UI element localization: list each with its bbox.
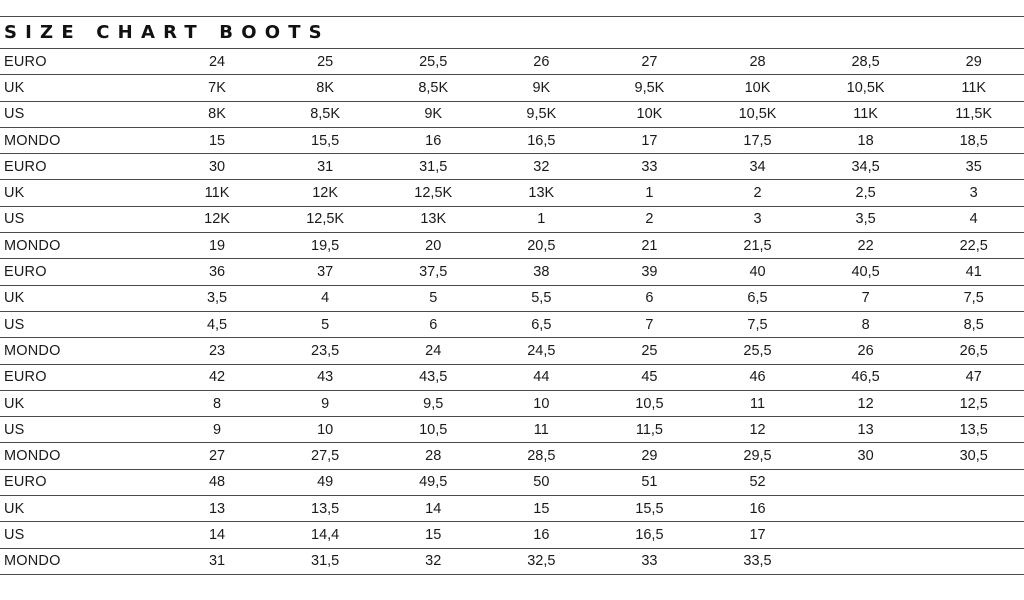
size-value-cell: 4,5 — [163, 311, 271, 337]
size-value-cell: 30,5 — [920, 443, 1024, 469]
size-value-cell: 17 — [703, 522, 811, 548]
size-value-cell: 15 — [379, 522, 487, 548]
size-value-cell: 7,5 — [703, 311, 811, 337]
size-value-cell: 31 — [271, 154, 379, 180]
size-value-cell: 12 — [703, 417, 811, 443]
size-value-cell — [812, 469, 920, 495]
size-value-cell: 49 — [271, 469, 379, 495]
size-value-cell: 12,5 — [920, 390, 1024, 416]
size-value-cell: 15 — [163, 127, 271, 153]
size-value-cell: 9K — [487, 75, 595, 101]
size-value-cell: 16 — [703, 496, 811, 522]
size-value-cell: 16,5 — [487, 127, 595, 153]
size-value-cell: 15,5 — [595, 496, 703, 522]
size-value-cell: 1 — [487, 206, 595, 232]
size-value-cell: 7 — [595, 311, 703, 337]
table-row — [0, 259, 1024, 285]
size-value-cell: 10,5K — [812, 75, 920, 101]
size-value-cell: 9K — [379, 101, 487, 127]
size-value-cell: 12K — [271, 180, 379, 206]
size-system-label: UK — [0, 75, 163, 101]
size-value-cell: 21,5 — [703, 233, 811, 259]
size-value-cell: 41 — [920, 259, 1024, 285]
size-value-cell: 14 — [163, 522, 271, 548]
size-value-cell: 14,4 — [271, 522, 379, 548]
size-value-cell: 46,5 — [812, 364, 920, 390]
size-value-cell: 8K — [271, 75, 379, 101]
size-value-cell — [812, 522, 920, 548]
size-value-cell: 26 — [487, 49, 595, 75]
size-value-cell: 14 — [379, 496, 487, 522]
size-value-cell: 37,5 — [379, 259, 487, 285]
size-value-cell — [812, 496, 920, 522]
table-row — [0, 101, 1024, 127]
size-value-cell: 13K — [379, 206, 487, 232]
size-value-cell: 35 — [920, 154, 1024, 180]
size-value-cell: 11,5K — [920, 101, 1024, 127]
size-value-cell: 10 — [487, 390, 595, 416]
size-system-label: EURO — [0, 154, 163, 180]
size-value-cell: 30 — [163, 154, 271, 180]
size-system-label: MONDO — [0, 548, 163, 574]
size-value-cell: 42 — [163, 364, 271, 390]
size-value-cell — [920, 548, 1024, 574]
size-system-label: US — [0, 522, 163, 548]
size-value-cell — [920, 522, 1024, 548]
size-system-label: EURO — [0, 469, 163, 495]
size-value-cell: 26,5 — [920, 338, 1024, 364]
size-value-cell: 45 — [595, 364, 703, 390]
size-value-cell: 2 — [595, 206, 703, 232]
size-value-cell: 19,5 — [271, 233, 379, 259]
size-value-cell: 39 — [595, 259, 703, 285]
size-system-label: UK — [0, 390, 163, 416]
size-value-cell: 9,5K — [487, 101, 595, 127]
size-value-cell: 24,5 — [487, 338, 595, 364]
table-row — [0, 49, 1024, 75]
table-row — [0, 522, 1024, 548]
table-row — [0, 154, 1024, 180]
size-system-label: UK — [0, 180, 163, 206]
size-value-cell: 12 — [812, 390, 920, 416]
size-value-cell: 34 — [703, 154, 811, 180]
size-value-cell: 6,5 — [487, 311, 595, 337]
size-value-cell: 3 — [703, 206, 811, 232]
table-row — [0, 469, 1024, 495]
size-value-cell: 9 — [271, 390, 379, 416]
size-system-label: US — [0, 417, 163, 443]
size-value-cell: 15,5 — [271, 127, 379, 153]
size-system-label: MONDO — [0, 338, 163, 364]
size-value-cell: 7K — [163, 75, 271, 101]
size-value-cell: 5 — [271, 311, 379, 337]
size-value-cell: 27,5 — [271, 443, 379, 469]
size-value-cell: 17,5 — [703, 127, 811, 153]
size-value-cell: 16,5 — [595, 522, 703, 548]
size-value-cell: 28,5 — [812, 49, 920, 75]
size-value-cell: 12K — [163, 206, 271, 232]
table-row — [0, 338, 1024, 364]
table-row — [0, 443, 1024, 469]
size-value-cell: 16 — [487, 522, 595, 548]
size-value-cell: 10,5 — [595, 390, 703, 416]
size-value-cell: 40 — [703, 259, 811, 285]
size-value-cell: 11,5 — [595, 417, 703, 443]
table-row — [0, 206, 1024, 232]
size-value-cell: 12,5K — [271, 206, 379, 232]
size-value-cell: 10,5K — [703, 101, 811, 127]
size-system-label: UK — [0, 496, 163, 522]
table-row — [0, 548, 1024, 574]
size-value-cell: 6,5 — [703, 285, 811, 311]
size-value-cell: 18,5 — [920, 127, 1024, 153]
size-value-cell: 13 — [163, 496, 271, 522]
size-value-cell: 44 — [487, 364, 595, 390]
table-row — [0, 496, 1024, 522]
size-value-cell: 7 — [812, 285, 920, 311]
size-value-cell: 6 — [595, 285, 703, 311]
size-value-cell: 50 — [487, 469, 595, 495]
table-row — [0, 364, 1024, 390]
size-value-cell: 29 — [920, 49, 1024, 75]
table-row — [0, 285, 1024, 311]
size-system-label: EURO — [0, 259, 163, 285]
size-system-label: MONDO — [0, 233, 163, 259]
size-value-cell: 8 — [812, 311, 920, 337]
size-value-cell: 8,5K — [379, 75, 487, 101]
size-value-cell: 8,5K — [271, 101, 379, 127]
size-value-cell: 36 — [163, 259, 271, 285]
size-system-label: MONDO — [0, 443, 163, 469]
size-value-cell: 27 — [595, 49, 703, 75]
size-value-cell: 6 — [379, 311, 487, 337]
size-value-cell: 28 — [703, 49, 811, 75]
size-value-cell: 12,5K — [379, 180, 487, 206]
size-value-cell: 10K — [703, 75, 811, 101]
size-value-cell: 3,5 — [812, 206, 920, 232]
size-value-cell: 33 — [595, 154, 703, 180]
size-value-cell: 11K — [920, 75, 1024, 101]
size-value-cell — [920, 496, 1024, 522]
size-value-cell: 31,5 — [271, 548, 379, 574]
size-value-cell: 13 — [812, 417, 920, 443]
size-value-cell: 25 — [595, 338, 703, 364]
size-value-cell: 9,5K — [595, 75, 703, 101]
size-value-cell: 3 — [920, 180, 1024, 206]
table-row — [0, 180, 1024, 206]
size-value-cell: 8K — [163, 101, 271, 127]
size-value-cell — [920, 469, 1024, 495]
size-value-cell: 20 — [379, 233, 487, 259]
size-value-cell: 22 — [812, 233, 920, 259]
size-system-label: US — [0, 206, 163, 232]
size-value-cell: 13K — [487, 180, 595, 206]
size-value-cell: 10 — [271, 417, 379, 443]
size-value-cell: 32,5 — [487, 548, 595, 574]
page-title: SIZE CHART BOOTS — [4, 22, 330, 43]
size-value-cell: 11K — [812, 101, 920, 127]
size-value-cell: 8 — [163, 390, 271, 416]
size-value-cell: 38 — [487, 259, 595, 285]
size-value-cell: 25,5 — [703, 338, 811, 364]
size-value-cell: 21 — [595, 233, 703, 259]
size-value-cell: 46 — [703, 364, 811, 390]
size-value-cell: 16 — [379, 127, 487, 153]
size-value-cell: 4 — [271, 285, 379, 311]
size-value-cell: 22,5 — [920, 233, 1024, 259]
size-value-cell: 29,5 — [703, 443, 811, 469]
size-value-cell: 47 — [920, 364, 1024, 390]
size-value-cell: 19 — [163, 233, 271, 259]
size-value-cell: 32 — [487, 154, 595, 180]
size-system-label: US — [0, 101, 163, 127]
size-value-cell: 2,5 — [812, 180, 920, 206]
size-value-cell: 52 — [703, 469, 811, 495]
size-value-cell: 11 — [703, 390, 811, 416]
size-value-cell: 7,5 — [920, 285, 1024, 311]
size-value-cell: 25 — [271, 49, 379, 75]
size-value-cell: 18 — [812, 127, 920, 153]
size-value-cell: 31,5 — [379, 154, 487, 180]
size-value-cell: 34,5 — [812, 154, 920, 180]
size-value-cell: 43 — [271, 364, 379, 390]
size-value-cell: 51 — [595, 469, 703, 495]
size-table-body — [0, 49, 1024, 575]
size-value-cell: 3,5 — [163, 285, 271, 311]
size-value-cell: 33 — [595, 548, 703, 574]
size-value-cell: 48 — [163, 469, 271, 495]
size-system-label: UK — [0, 285, 163, 311]
size-value-cell: 40,5 — [812, 259, 920, 285]
size-value-cell: 4 — [920, 206, 1024, 232]
size-value-cell: 23,5 — [271, 338, 379, 364]
size-value-cell: 25,5 — [379, 49, 487, 75]
size-value-cell: 23 — [163, 338, 271, 364]
size-value-cell: 30 — [812, 443, 920, 469]
size-value-cell: 37 — [271, 259, 379, 285]
size-value-cell: 33,5 — [703, 548, 811, 574]
size-system-label: MONDO — [0, 127, 163, 153]
size-value-cell: 32 — [379, 548, 487, 574]
size-value-cell: 9,5 — [379, 390, 487, 416]
size-system-label: EURO — [0, 364, 163, 390]
size-value-cell: 1 — [595, 180, 703, 206]
size-value-cell: 8,5 — [920, 311, 1024, 337]
size-value-cell: 49,5 — [379, 469, 487, 495]
size-value-cell: 13,5 — [271, 496, 379, 522]
size-system-label: US — [0, 311, 163, 337]
size-value-cell: 5,5 — [487, 285, 595, 311]
size-value-cell: 11 — [487, 417, 595, 443]
size-value-cell: 11K — [163, 180, 271, 206]
table-row — [0, 390, 1024, 416]
table-row — [0, 75, 1024, 101]
size-value-cell: 10,5 — [379, 417, 487, 443]
size-value-cell: 29 — [595, 443, 703, 469]
top-divider — [0, 16, 1024, 17]
size-value-cell — [812, 548, 920, 574]
size-chart-table — [0, 48, 1024, 575]
size-value-cell: 2 — [703, 180, 811, 206]
size-value-cell: 26 — [812, 338, 920, 364]
size-value-cell: 27 — [163, 443, 271, 469]
table-row — [0, 127, 1024, 153]
size-value-cell: 43,5 — [379, 364, 487, 390]
size-system-label: EURO — [0, 49, 163, 75]
size-value-cell: 15 — [487, 496, 595, 522]
table-row — [0, 233, 1024, 259]
size-value-cell: 28 — [379, 443, 487, 469]
size-value-cell: 28,5 — [487, 443, 595, 469]
size-value-cell: 31 — [163, 548, 271, 574]
size-value-cell: 24 — [379, 338, 487, 364]
size-value-cell: 20,5 — [487, 233, 595, 259]
size-value-cell: 24 — [163, 49, 271, 75]
size-value-cell: 13,5 — [920, 417, 1024, 443]
size-value-cell: 5 — [379, 285, 487, 311]
size-value-cell: 9 — [163, 417, 271, 443]
table-row — [0, 311, 1024, 337]
table-row — [0, 417, 1024, 443]
size-value-cell: 10K — [595, 101, 703, 127]
size-value-cell: 17 — [595, 127, 703, 153]
